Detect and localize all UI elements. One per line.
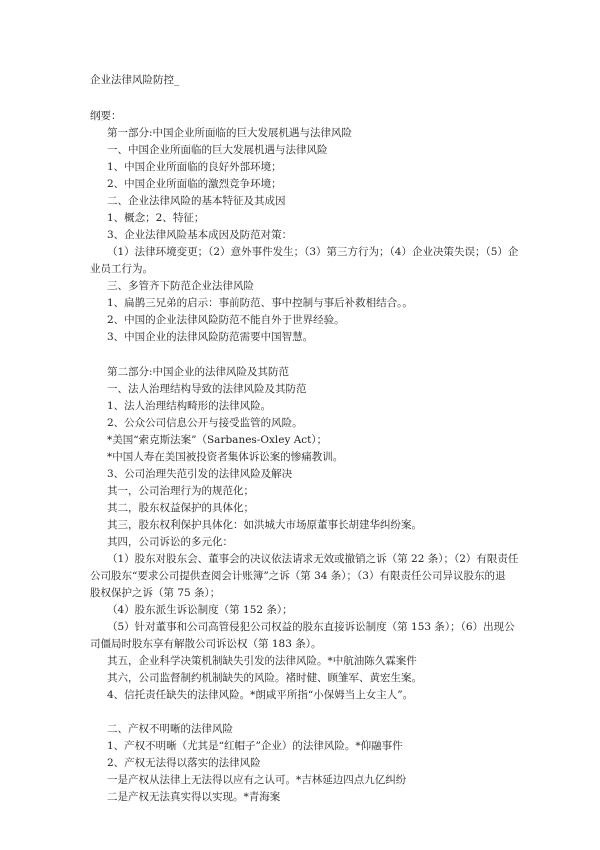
text-line: 股权保护之诉（第 75 条）； <box>90 587 221 599</box>
text-line: *中国人寿在美国被投资者集体诉讼案的惨痛教训。 <box>107 451 344 463</box>
text-line: 其四，公司诉讼的多元化： <box>107 536 233 548</box>
section-heading: 二、企业法律风险的基本特征及其成因 <box>107 195 286 207</box>
outline-label: 纲要： <box>90 110 122 122</box>
part1-heading: 第一部分:中国企业所面临的巨大发展机遇与法律风险 <box>107 127 353 139</box>
text-line: 二是产权无法真实得以实现。*青海案 <box>107 791 281 803</box>
text-line: 一是产权从法律上无法得以应有之认可。*吉林延边四点九亿纠纷 <box>107 774 407 786</box>
text-line: 1、法人治理结构畸形的法律风险。 <box>107 400 272 412</box>
text-line: 3、中国企业的法律风险防范需要中国智慧。 <box>107 331 314 343</box>
text-line: 其五，企业科学决策机制缺失引发的法律风险。*中航油陈久霖案件 <box>107 655 417 667</box>
text-line: （5）针对董事和公司高管侵犯公司权益的股东直接诉讼制度（第 153 条）；（6）出现公 <box>107 621 515 633</box>
text-line: 其一，公司治理行为的规范化； <box>107 485 254 497</box>
text-line: 公司股东“要求公司提供查阅会计账簿”之诉（第 34 条）；（3）有限责任公司异议股东的退 <box>90 570 506 582</box>
text-line: 3、企业法律风险基本成因及防范对策： <box>107 229 293 241</box>
text-line: 司僵局时股东享有解散公司诉讼权（第 183 条）。 <box>90 638 322 650</box>
text-line: （4）股东派生诉讼制度（第 152 条）； <box>107 604 293 616</box>
section-heading: 三、多管齐下防范企业法律风险 <box>107 280 254 292</box>
text-line: （1）股东对股东会、董事会的决议依法请求无效或撤销之诉（第 22 条）；（2）有限责任 <box>107 553 519 565</box>
text-line: 其六，公司监督制约机制缺失的风险。褚时健、顾雏军、黄宏生案。 <box>107 672 422 684</box>
text-line: 其三，股东权利保护具体化：如洪城大市场原董事长胡建华纠纷案。 <box>107 519 422 531</box>
text-line: 2、公众公司信息公开与接受监管的风险。 <box>107 417 303 429</box>
text-line: 4、信托责任缺失的法律风险。*朗咸平所指“小保姆当上女主人”。 <box>107 689 414 701</box>
text-line: 业员工行为。 <box>90 263 153 275</box>
text-line: 1、概念；2、特征； <box>107 212 205 224</box>
document-title: 企业法律风险防控_ <box>90 74 180 86</box>
text-line: 2、中国企业所面临的激烈竞争环境； <box>107 178 282 190</box>
section-heading: 一、中国企业所面临的巨大发展机遇与法律风险 <box>107 144 328 156</box>
text-line: 其二，股东权益保护的具体化； <box>107 502 254 514</box>
text-line: 2、中国的企业法律风险防范不能自外于世界经验。 <box>107 314 345 326</box>
section-heading: 一、法人治理结构导致的法律风险及其防范 <box>107 383 307 395</box>
part2-heading: 第二部分:中国企业的法律风险及其防范 <box>107 366 290 378</box>
text-line: 1、产权不明晰（尤其是“红帽子”企业）的法律风险。*仰融事件 <box>107 740 403 752</box>
section-heading: 二、产权不明晰的法律风险 <box>107 723 233 735</box>
text-line: *美国“索克斯法案”（Sarbanes-Oxley Act）； <box>107 434 328 446</box>
text-line: 1、扁鹊三兄弟的启示：事前防范、事中控制与事后补救相结合。。 <box>107 297 413 309</box>
text-line: 1、中国企业所面临的良好外部环境； <box>107 161 282 173</box>
text-line: 3、公司治理失范引发的法律风险及解决 <box>107 468 293 480</box>
text-line: （1）法律环境变更；（2）意外事件发生；（3）第三方行为；（4）企业决策失误；（5）企 <box>107 246 519 258</box>
text-line: 2、产权无法得以落实的法律风险 <box>107 757 261 769</box>
